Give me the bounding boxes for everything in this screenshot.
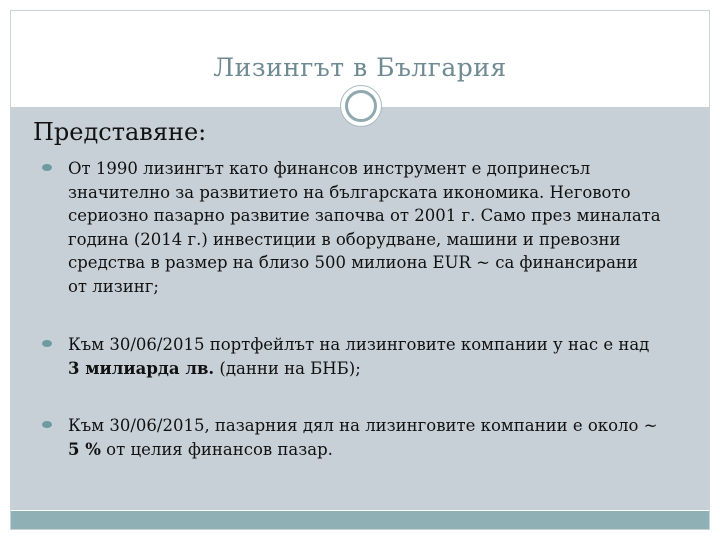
bullet-text-part: Към 30/06/2015, пазарния дял на лизинговите компании е около ~ [68,416,658,435]
slide-subtitle: Представяне: [33,118,207,146]
bullet-text-part: Към 30/06/2015 портфейлът на лизинговите компании у нас е над [68,335,650,354]
bullet-item [42,157,662,298]
bullet-text [68,157,662,298]
bullet-oval-icon [42,340,52,347]
bullet-text [68,333,662,380]
bullet-oval-icon [42,164,52,171]
bullet-bold-text: 3 милиарда лв. [68,358,215,378]
bullet-item [42,414,662,461]
bottom-bar [11,511,709,529]
bullet-text-part: От 1990 лизингът като финансов инструмент е допринесъл значително за развитието на българската икономика. Неговото сериозно пазарно развитие започва от 2001 г. Само през миналата година (2014 г.) инвестиции в оборудване, машини и превозни средства в размер на близо 500 милиона EUR ~ са финансирани от лизинг; [68,159,661,296]
bullet-text [68,414,662,461]
bullet-bold-text: 5 % [68,439,101,459]
slide-title: Лизингът в България [213,53,507,82]
bullet-item [42,333,662,380]
bullet-text-part: (данни на БНБ); [214,358,361,378]
bullet-text-part: от целия финансов пазар. [100,439,333,459]
badge-ring [345,90,377,122]
bullet-oval-icon [42,421,52,428]
circle-badge-icon [340,85,382,127]
